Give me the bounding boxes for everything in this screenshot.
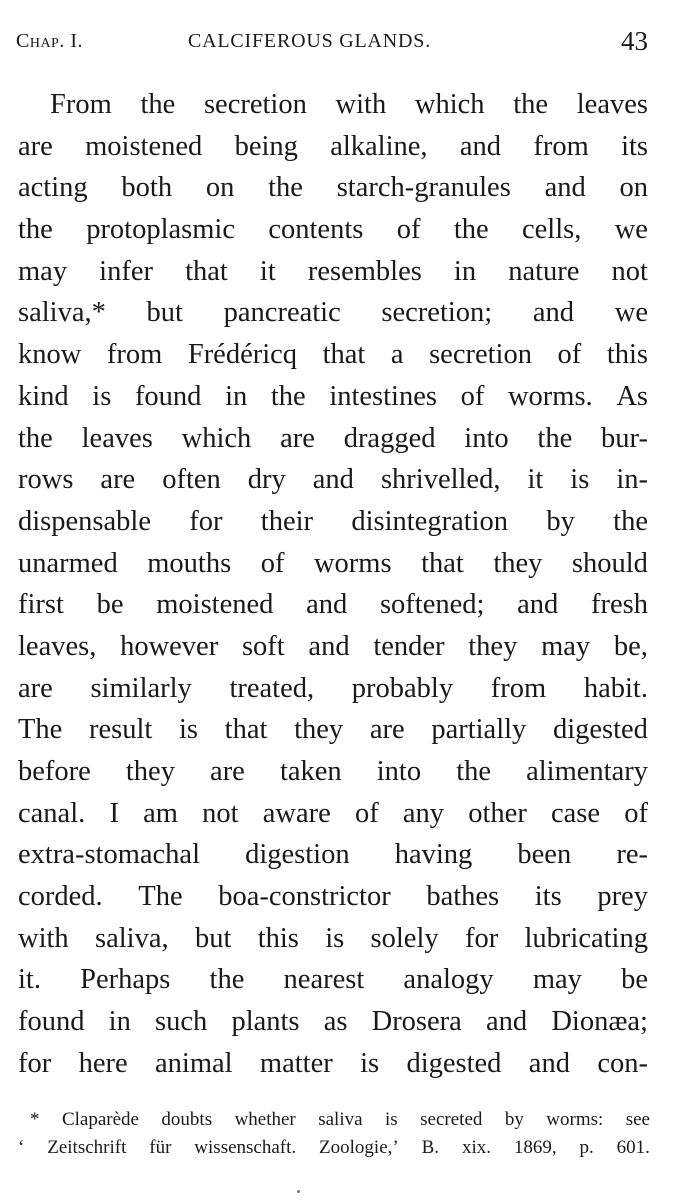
word: Zeitschrift: [47, 1137, 127, 1158]
word: the: [18, 214, 53, 246]
word: in: [225, 380, 248, 412]
word: re-: [616, 839, 648, 871]
word: by: [546, 505, 575, 537]
text-line: [18, 418, 648, 460]
word: and: [532, 297, 575, 329]
word: they: [468, 630, 518, 662]
word: bathes: [426, 881, 500, 913]
word: as: [323, 1006, 348, 1038]
word: may: [541, 630, 591, 662]
word: the: [613, 505, 648, 537]
word: boa-constrictor: [218, 881, 391, 913]
word: From: [50, 89, 112, 120]
text-line: [18, 834, 648, 876]
word: secretion: [429, 339, 532, 371]
text-line: [18, 251, 648, 293]
word: nearest: [283, 964, 365, 996]
word: shrivelled,: [380, 464, 501, 496]
word: in-: [616, 464, 648, 496]
word: found: [134, 380, 202, 412]
word: animal: [155, 1047, 233, 1079]
text-line: [18, 292, 648, 334]
word: probably: [351, 672, 454, 704]
word: intestines: [329, 380, 437, 412]
word: are: [369, 714, 405, 746]
word: result: [88, 714, 153, 746]
word: alkaline,: [330, 130, 428, 162]
word: in: [453, 255, 477, 287]
word: leaves: [576, 89, 648, 120]
word: know: [18, 339, 82, 371]
word: As: [616, 380, 648, 412]
word: the: [453, 214, 489, 246]
word: not: [611, 255, 648, 287]
word: be: [621, 964, 648, 996]
word: *: [30, 1109, 40, 1130]
word: and: [312, 464, 354, 496]
word: on: [205, 172, 235, 204]
word: dry: [247, 464, 286, 496]
text-line: [18, 1134, 650, 1162]
word: dispensable: [18, 505, 151, 537]
word: here: [78, 1047, 128, 1079]
text-line: [18, 209, 648, 251]
word: for: [464, 922, 499, 954]
word: into: [464, 422, 509, 454]
word: a: [390, 339, 404, 371]
word: 601.: [616, 1137, 650, 1158]
word: I: [109, 797, 119, 829]
word: other: [468, 797, 527, 829]
word: are: [280, 422, 315, 454]
word: are: [210, 756, 245, 787]
word: worms: [313, 547, 392, 579]
word: of: [396, 214, 421, 246]
word: often: [162, 464, 221, 496]
word: acting: [18, 172, 88, 204]
word: see: [625, 1109, 650, 1130]
word: am: [143, 797, 178, 829]
word: found: [18, 1006, 85, 1038]
text-line: [18, 543, 648, 585]
word: cells,: [522, 214, 582, 246]
text-line: [18, 959, 648, 1001]
word: from: [106, 339, 163, 371]
word: secreted: [420, 1109, 483, 1130]
word: are: [18, 672, 53, 704]
word: into: [376, 756, 422, 787]
word: may: [18, 255, 68, 287]
word: Frédéricq: [187, 339, 298, 371]
word: leaves,: [18, 630, 97, 662]
word: con-: [597, 1047, 648, 1079]
word: worms.: [507, 380, 593, 412]
word: is: [325, 922, 345, 954]
word: on: [619, 172, 648, 204]
word: we: [614, 214, 648, 246]
word: partially: [431, 714, 527, 746]
word: and: [459, 130, 502, 162]
word: and: [544, 172, 586, 204]
page-number: 43: [621, 26, 648, 56]
word: be,: [613, 630, 648, 662]
text-line: [18, 459, 648, 501]
word: is: [92, 380, 112, 412]
word: been: [517, 839, 572, 871]
text-line: [18, 376, 648, 418]
body-text: [18, 84, 648, 1085]
word: treated,: [229, 672, 315, 704]
word: of: [624, 797, 648, 829]
word: whether: [234, 1109, 296, 1130]
word: taken: [279, 756, 342, 787]
word: protoplasmic: [86, 214, 235, 246]
word: it: [259, 255, 276, 287]
word: secretion;: [381, 297, 493, 329]
word: moistened: [85, 130, 203, 162]
footnote: [18, 1106, 650, 1162]
word: tender: [373, 630, 445, 662]
word: prey: [597, 881, 648, 913]
word: corded.: [18, 881, 103, 913]
word: rows: [18, 464, 74, 496]
word: B.: [421, 1137, 440, 1158]
word: which: [181, 422, 252, 454]
word: from: [490, 672, 547, 704]
text-line: [18, 126, 648, 168]
word: are: [100, 464, 136, 496]
word: lubricating: [524, 922, 648, 954]
word: that: [185, 255, 228, 287]
word: wissenschaft.: [194, 1137, 297, 1158]
text-line: [18, 709, 648, 751]
page-header: [16, 26, 648, 56]
word: matter: [259, 1047, 333, 1079]
text-line: [18, 876, 648, 918]
word: first: [18, 589, 64, 621]
word: secretion: [203, 89, 307, 120]
word: Zoologie,’: [319, 1137, 399, 1158]
word: softened;: [379, 589, 485, 621]
word: The: [18, 714, 63, 746]
chapter-label: Chap. I.: [16, 30, 84, 52]
word: such: [155, 1006, 208, 1038]
word: they: [493, 547, 543, 579]
word: its: [534, 881, 562, 913]
word: this: [257, 922, 299, 954]
word: saliva,*: [18, 297, 106, 329]
word: is: [360, 1047, 380, 1079]
word: kind: [18, 380, 69, 412]
word: infer: [99, 255, 153, 287]
word: any: [402, 797, 445, 829]
word: saliva: [318, 1109, 363, 1130]
word: should: [571, 547, 648, 579]
word: they: [125, 756, 175, 787]
word: analogy: [403, 964, 494, 996]
word: disintegration: [351, 505, 509, 537]
word: Drosera: [371, 1006, 462, 1038]
word: but: [194, 922, 232, 954]
word: are: [18, 130, 53, 162]
word: fresh: [590, 589, 648, 621]
running-title: CALCIFEROUS GLANDS.: [188, 30, 432, 52]
word: xix.: [461, 1137, 491, 1158]
word: leaves: [81, 422, 153, 454]
word: be: [96, 589, 124, 621]
word: Claparède: [61, 1109, 139, 1130]
text-line: [18, 84, 648, 126]
word: Dionæa;: [551, 1006, 648, 1038]
word: extra-stomachal: [18, 839, 200, 871]
word: nature: [508, 255, 580, 287]
word: the: [537, 422, 573, 454]
text-line: [18, 1043, 648, 1085]
word: from: [533, 130, 589, 162]
word: moistened: [156, 589, 274, 621]
word: bur-: [601, 422, 648, 454]
word: by: [504, 1109, 524, 1130]
word: pancreatic: [223, 297, 341, 329]
word: Perhaps: [80, 964, 171, 996]
word: is: [178, 714, 198, 746]
word: doubts: [161, 1109, 213, 1130]
word: but: [146, 297, 183, 329]
word: it: [527, 464, 544, 496]
print-speck: [297, 1190, 300, 1193]
word: the: [209, 964, 245, 996]
text-line: [18, 167, 648, 209]
word: is: [385, 1109, 398, 1130]
word: für: [149, 1137, 172, 1158]
word: for: [18, 1047, 52, 1079]
word: alimentary: [526, 756, 648, 787]
word: mouths: [147, 547, 232, 579]
text-line: [18, 501, 648, 543]
word: that: [224, 714, 268, 746]
word: having: [394, 839, 473, 871]
word: case: [551, 797, 601, 829]
word: unarmed: [18, 547, 118, 579]
word: of: [354, 797, 379, 829]
word: starch-granules: [336, 172, 511, 204]
word: similarly: [90, 672, 192, 704]
word: it.: [18, 964, 41, 996]
word: with: [18, 922, 69, 954]
word: dragged: [343, 422, 436, 454]
text-line: [18, 918, 648, 960]
word: p.: [579, 1137, 594, 1158]
word: digestion: [245, 839, 350, 871]
text-line: [18, 1106, 650, 1134]
word: The: [138, 881, 183, 913]
text-line: [18, 334, 648, 376]
word: the: [18, 422, 53, 454]
word: they: [294, 714, 344, 746]
word: for: [189, 505, 223, 537]
word: may: [532, 964, 582, 996]
text-line: [18, 751, 648, 793]
word: before: [18, 756, 91, 787]
word: both: [121, 172, 173, 204]
word: being: [234, 130, 298, 162]
word: canal.: [18, 797, 86, 829]
word: of: [460, 380, 485, 412]
word: not: [202, 797, 239, 829]
word: and: [306, 589, 348, 621]
word: the: [140, 89, 176, 120]
word: and: [486, 1006, 528, 1038]
word: digested: [406, 1047, 502, 1079]
word: of: [260, 547, 285, 579]
word: is: [570, 464, 590, 496]
text-line: [18, 626, 648, 668]
word: resembles: [307, 255, 422, 287]
word: however: [120, 630, 219, 662]
word: habit.: [583, 672, 648, 704]
word: the: [513, 89, 549, 120]
word: ‘: [18, 1137, 25, 1158]
word: with: [335, 89, 387, 120]
word: solely: [370, 922, 439, 954]
word: and: [517, 589, 559, 621]
word: this: [606, 339, 648, 371]
word: its: [621, 130, 648, 162]
word: that: [322, 339, 366, 371]
word: and: [308, 630, 350, 662]
word: worms:: [546, 1109, 604, 1130]
text-line: [18, 793, 648, 835]
word: the: [270, 380, 306, 412]
word: 1869,: [513, 1137, 557, 1158]
word: and: [528, 1047, 570, 1079]
word: the: [456, 756, 492, 787]
text-line: [18, 584, 648, 626]
word: their: [260, 505, 314, 537]
word: aware: [262, 797, 331, 829]
word: that: [421, 547, 464, 579]
word: saliva,: [95, 922, 169, 954]
word: we: [614, 297, 648, 329]
text-line: [18, 668, 648, 710]
word: plants: [231, 1006, 300, 1038]
text-line: [18, 1001, 648, 1043]
word: contents: [268, 214, 364, 246]
word: digested: [552, 714, 648, 746]
word: of: [557, 339, 582, 371]
word: soft: [241, 630, 285, 662]
word: in: [108, 1006, 131, 1038]
word: which: [414, 89, 485, 120]
word: the: [268, 172, 303, 204]
